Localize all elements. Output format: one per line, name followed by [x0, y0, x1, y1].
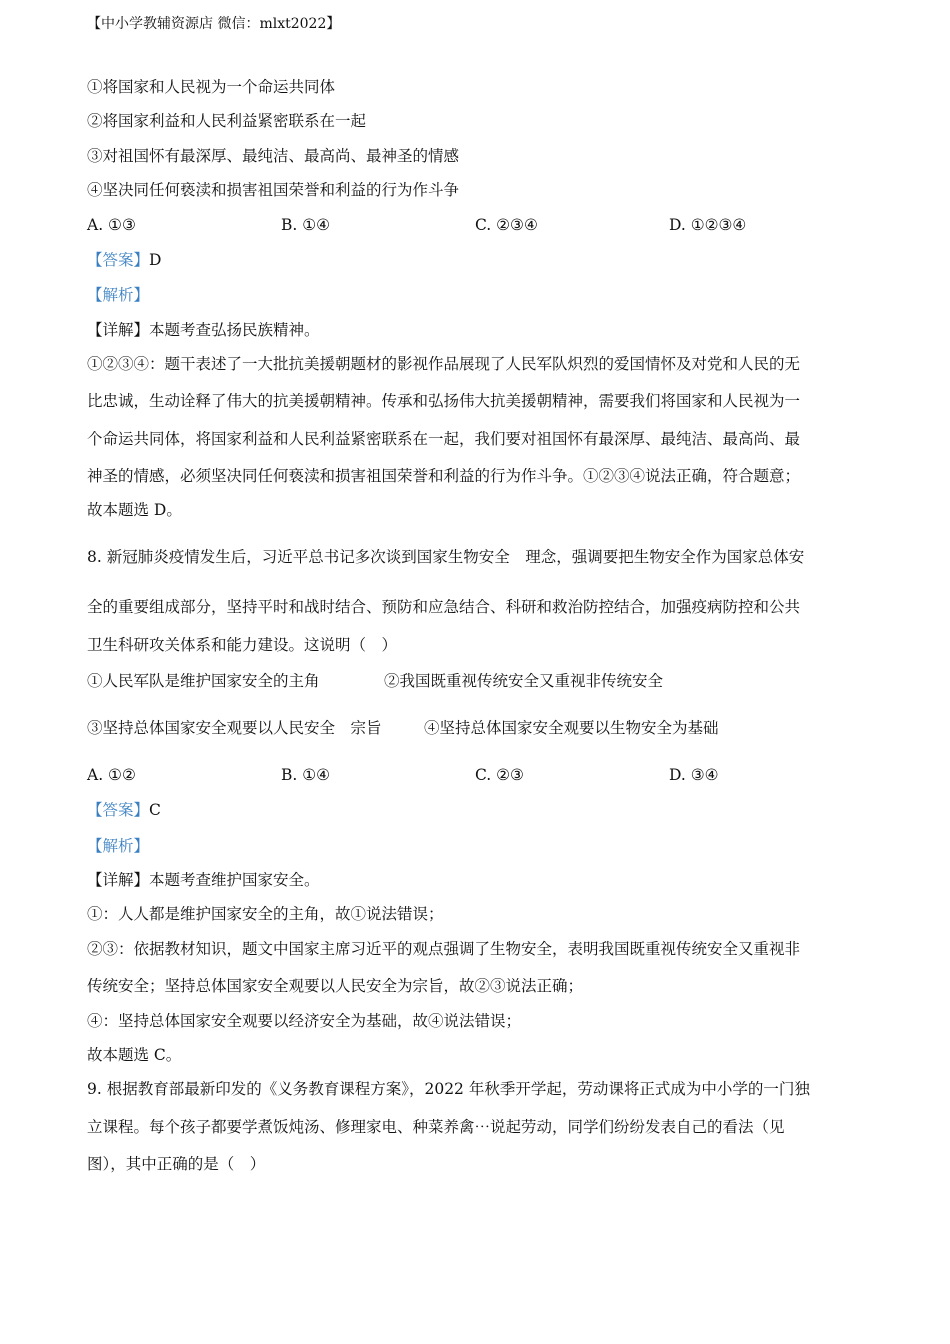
q8-option-b: B. ①④ [281, 766, 331, 784]
q8-explanation-line-3: 传统安全；坚持总体国家安全观要以人民安全为宗旨，故②③说法正确； [87, 977, 584, 995]
q8-statement-2: ②我国既重视传统安全又重视非传统安全 [384, 672, 664, 690]
q8-explanation-line-4: ④：坚持总体国家安全观要以经济安全为基础，故④说法错误； [87, 1012, 522, 1030]
q7-explanation-line-2: 比忠诚，生动诠释了伟大的抗美援朝精神。传承和弘扬伟大抗美援朝精神，需要我们将国家和人民视为一 [87, 392, 801, 410]
q8-answer [87, 800, 161, 820]
q7-answer [87, 250, 161, 270]
q8-explanation-line-5: 故本题选 C。 [87, 1046, 182, 1064]
q8-stem-line-3: 卫生科研攻关体系和能力建设。这说明（ ） [87, 636, 398, 654]
q7-explanation-line-3: 个命运共同体，将国家利益和人民利益紧密联系在一起，我们要对祖国怀有最深厚、最纯洁、最高尚、最 [87, 430, 801, 448]
q9-stem-line-1: 9. 根据教育部最新印发的《义务教育课程方案》，2022 年秋季开学起，劳动课将正式成为中小学的一门独 [87, 1080, 810, 1098]
q7-option-a: A. ①③ [87, 216, 136, 234]
q7-detail-intro: 本题考查弘扬民族精神。 [149, 321, 320, 339]
q8-statement-1: ①人民军队是维护国家安全的主角 [87, 672, 320, 690]
q7-analysis-label: 【解析】 [87, 286, 150, 304]
q8-statement-3: ③坚持总体国家安全观要以人民安全 宗旨 [87, 719, 382, 737]
q8-option-c: C. ②③ [475, 766, 524, 784]
q8-explanation-line-1: ①：人人都是维护国家安全的主角，故①说法错误； [87, 905, 444, 923]
q8-answer-label: 【答案】 [87, 801, 150, 819]
q8-answer-value: C [149, 801, 161, 819]
q8-stem-line-1: 8. 新冠肺炎疫情发生后，习近平总书记多次谈到国家生物安全 理念，强调要把生物安全作为国家总体安 [87, 548, 805, 566]
q7-explanation-line-5: 故本题选 D。 [87, 501, 182, 519]
q8-detail [87, 870, 320, 890]
q8-option-a: A. ①② [87, 766, 136, 784]
q7-detail-label: 【详解】 [87, 321, 150, 339]
q7-answer-value: D [149, 251, 162, 269]
q7-statement-4: ④坚决同任何亵渎和损害祖国荣誉和利益的行为作斗争 [87, 181, 460, 199]
q8-explanation-line-2: ②③：依据教材知识，题文中国家主席习近平的观点强调了生物安全，表明我国既重视传统安全又重视非 [87, 940, 801, 958]
q8-detail-label: 【详解】 [87, 871, 150, 889]
q8-stem-line-2: 全的重要组成部分，坚持平时和战时结合、预防和应急结合、科研和救治防控结合，加强疫病防控和公共 [87, 598, 801, 616]
q7-statement-2: ②将国家利益和人民利益紧密联系在一起 [87, 112, 367, 130]
q7-statement-3: ③对祖国怀有最深厚、最纯洁、最高尚、最神圣的情感 [87, 147, 460, 165]
q7-detail [87, 320, 320, 340]
q7-answer-label: 【答案】 [87, 251, 150, 269]
q8-analysis-label: 【解析】 [87, 837, 150, 855]
page-header: 【中小学教辅资源店 微信：mlxt2022】 [87, 16, 341, 32]
q7-explanation-line-4: 神圣的情感，必须坚决同任何亵渎和损害祖国荣誉和利益的行为作斗争。①②③④说法正确，符合题意； [87, 467, 801, 485]
q7-option-c: C. ②③④ [475, 216, 538, 234]
q9-stem-line-3: 图），其中正确的是（ ） [87, 1155, 266, 1173]
q7-option-b: B. ①④ [281, 216, 331, 234]
q8-statement-4: ④坚持总体国家安全观要以生物安全为基础 [424, 719, 719, 737]
q9-stem-line-2: 立课程。每个孩子都要学煮饭炖汤、修理家电、种菜养禽⋯说起劳动，同学们纷纷发表自己的看法（见 [87, 1118, 785, 1136]
q7-statement-1: ①将国家和人民视为一个命运共同体 [87, 78, 336, 96]
q8-detail-intro: 本题考查维护国家安全。 [149, 871, 320, 889]
q8-option-d: D. ③④ [669, 766, 719, 784]
q7-option-d: D. ①②③④ [669, 216, 747, 234]
q7-explanation-line-1: ①②③④：题干表述了一大批抗美援朝题材的影视作品展现了人民军队炽烈的爱国情怀及对党和人民的无 [87, 355, 801, 373]
